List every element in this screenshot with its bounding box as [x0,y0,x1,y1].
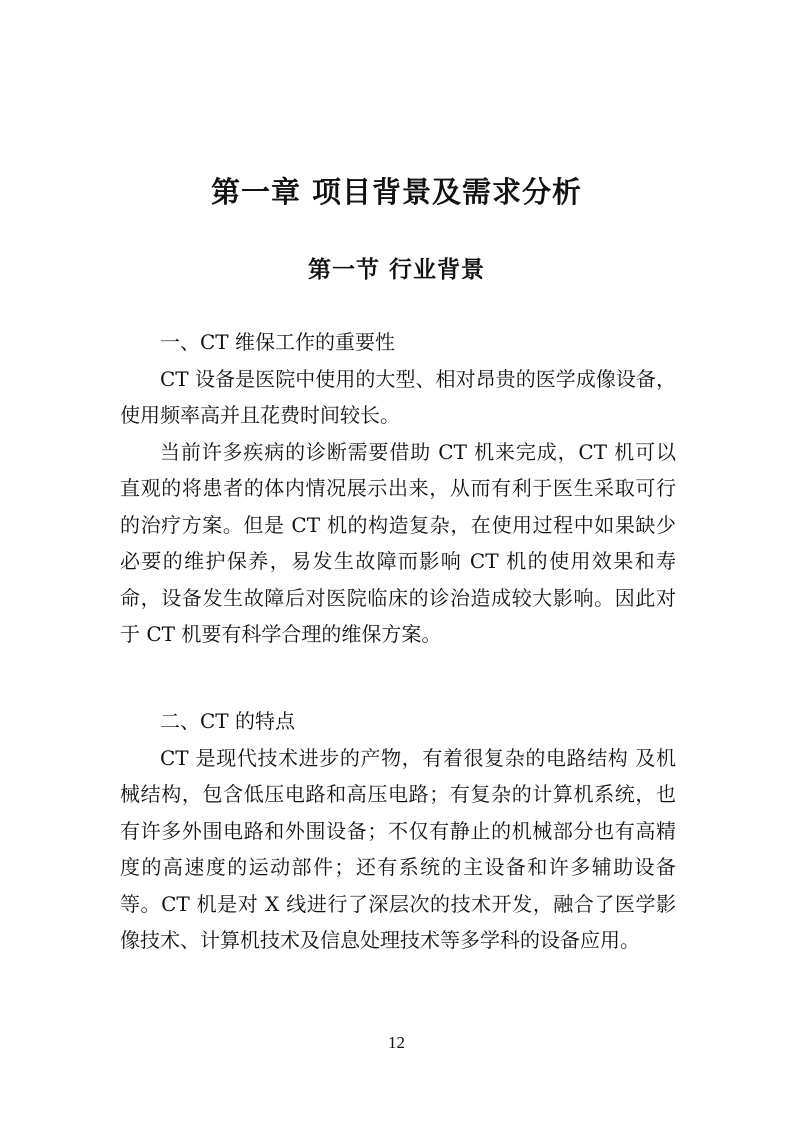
section-title: 第一节 行业背景 [307,257,485,283]
part-1-paragraph-1: CT 设备是医院中使用的大型、相对昂贵的医学成像设备，使用频率高并且花费时间较长。 [120,366,676,427]
part-1-paragraph-2: 当前许多疾病的诊断需要借助 CT 机来完成，CT 机可以直观的将患者的体内情况展示出来，从而有利于医生采取可行的治疗方案。但是 CT 机的构造复杂，在使用过程中如果缺少必要的维护保养，易发生故障而影响 CT 机的使用效果和寿命，设备发生故障后对医院临床的诊治造成较大影响。因此对于 CT 机要有科学合理的维保方案。 [120,439,676,646]
part-1-heading: 一、CT 维保工作的重要性 [160,330,395,354]
section-part-1 [120,324,676,653]
chapter-title: 第一章 项目背景及需求分析 [210,175,583,209]
part-2-heading: 二、CT 的特点 [160,709,295,733]
part-2-paragraph-1: CT 是现代技术进步的产物，有着很复杂的电路结构 及机械结构，包含低压电路和高压电路；有复杂的计算机系统，也有许多外围电路和外围设备；不仅有静止的机械部分也有高精度的高速度的运动部件；还有系统的主设备和许多辅助设备等。CT 机是对 X 线进行了深层次的技术开发，融合了医学影像技术、计算机技术及信息处理技术等多学科的设备应用。 [120,745,676,952]
section-part-2 [120,703,676,959]
page-number: 12 [388,1033,405,1052]
